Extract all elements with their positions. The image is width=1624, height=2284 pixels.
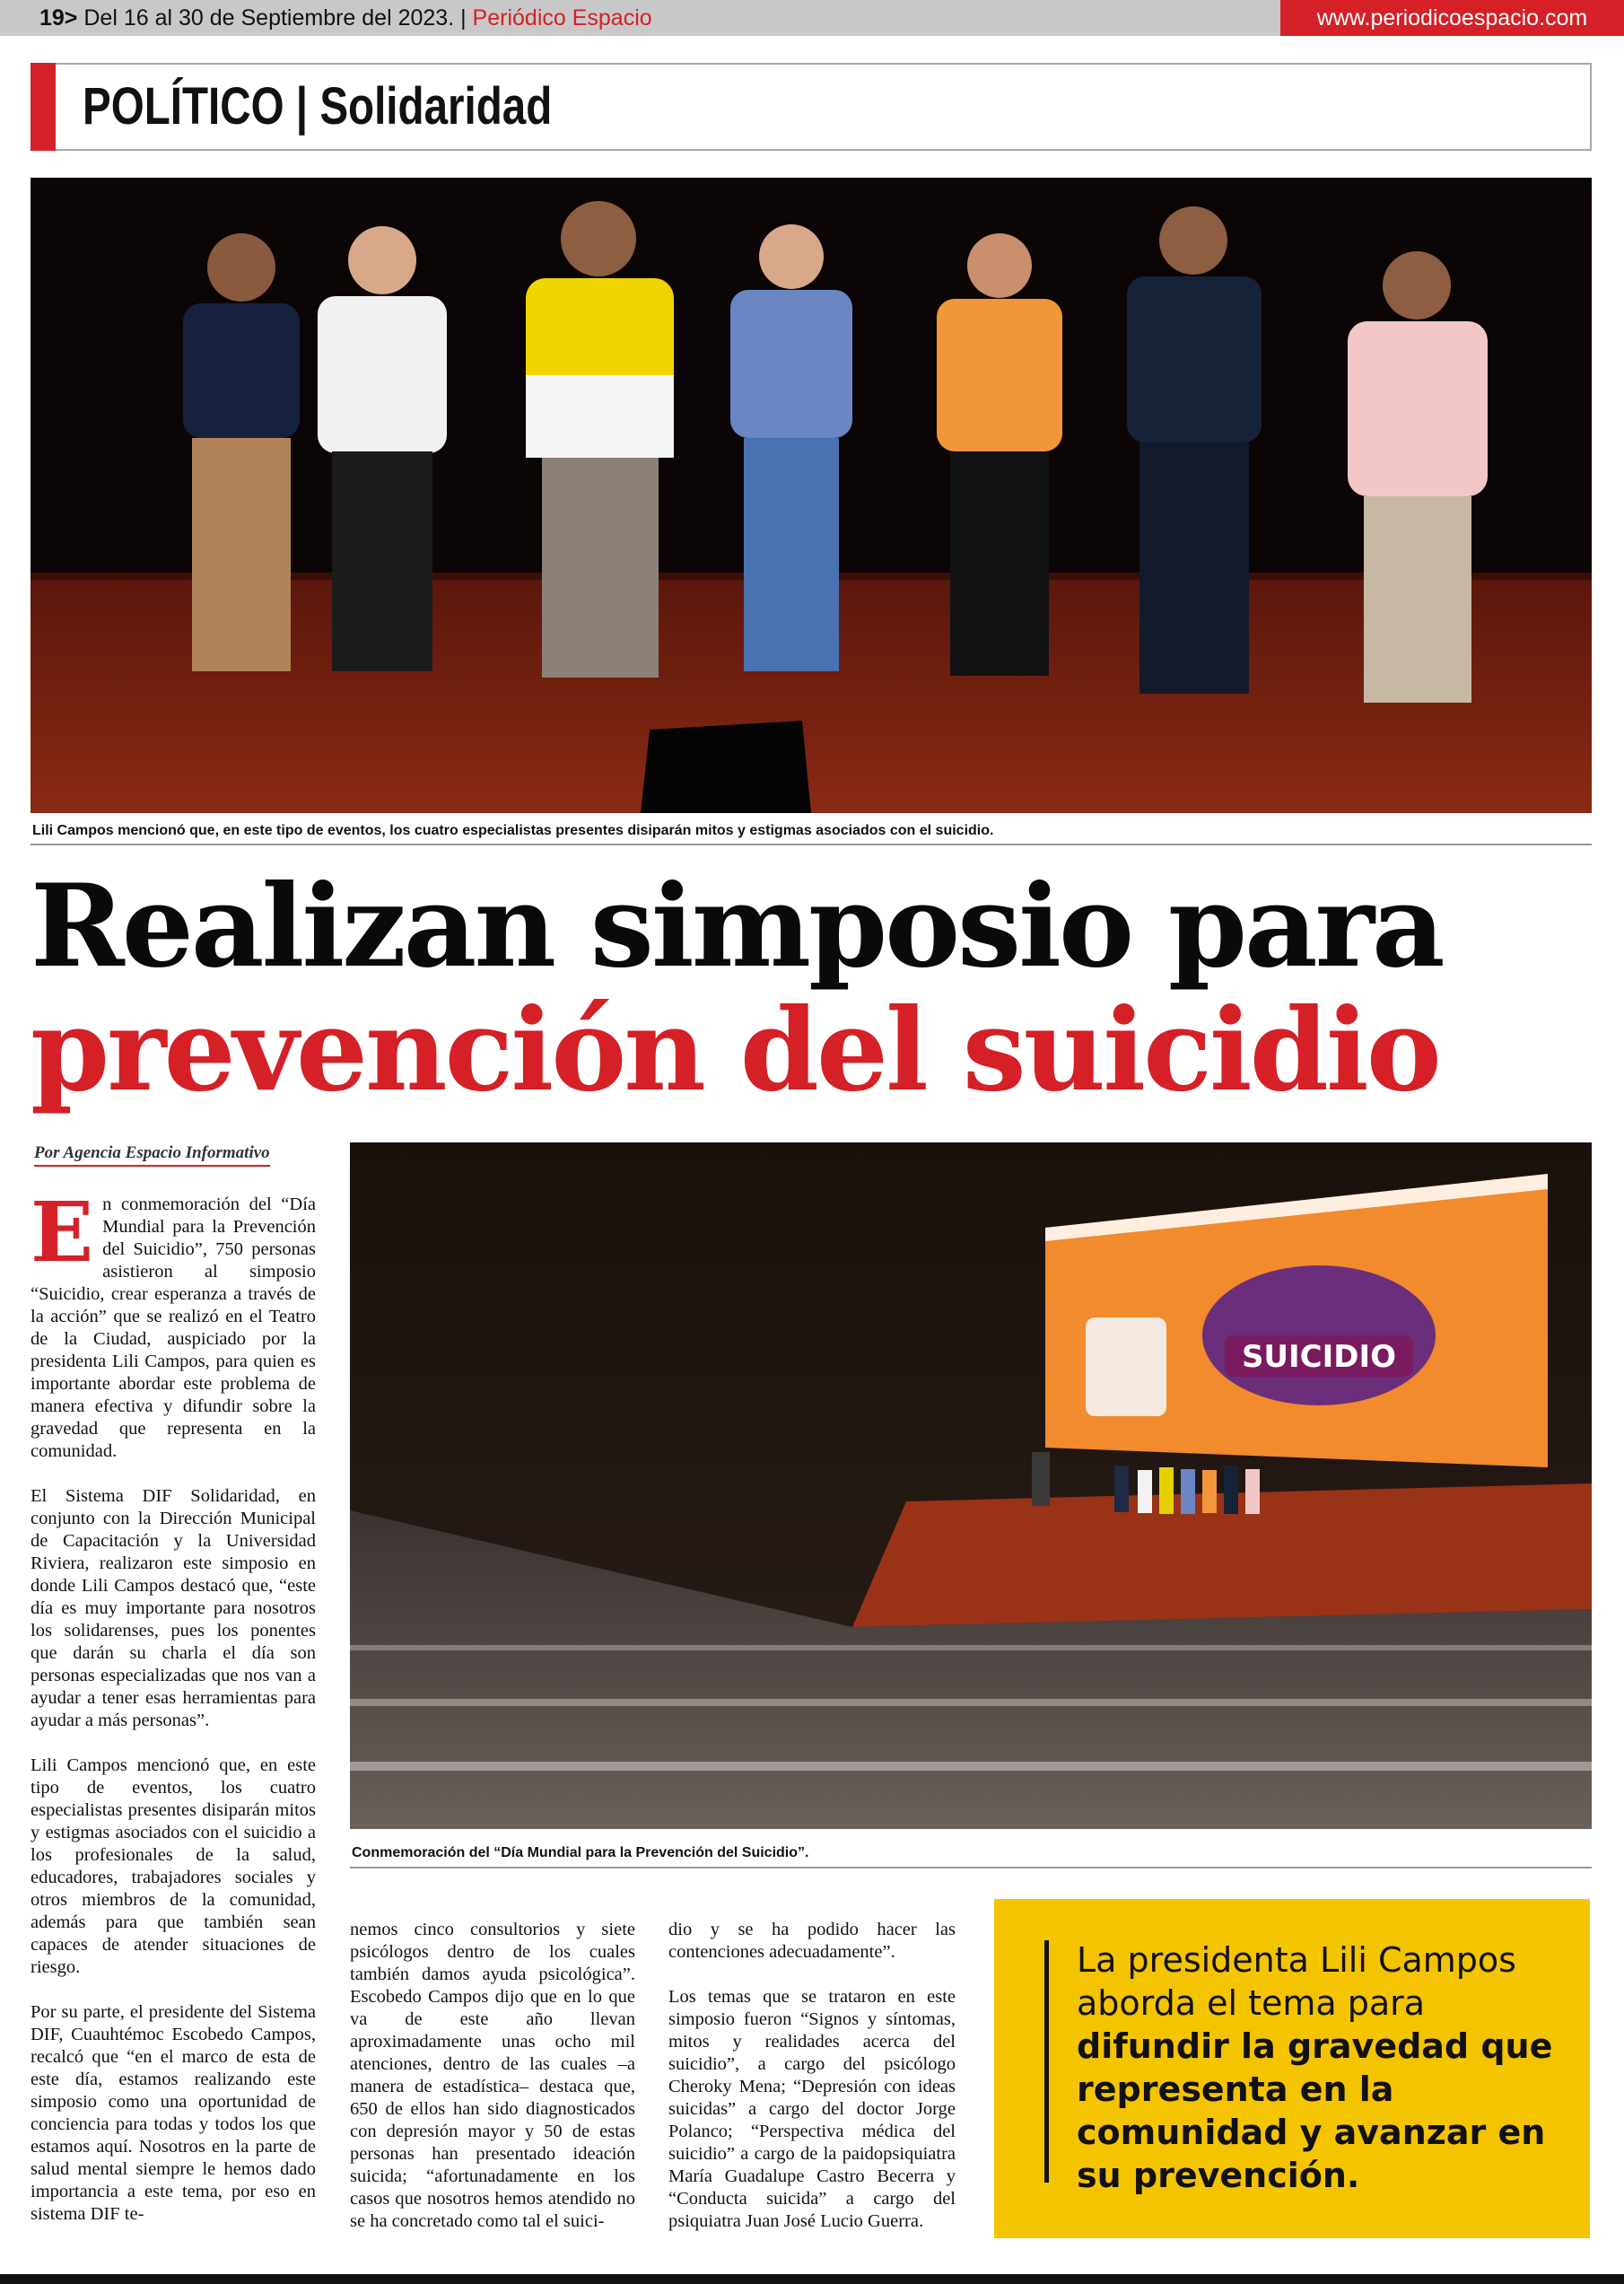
paragraph-3: Lili Campos mencionó que, en este tipo de eventos, los cuatro especialistas presentes disiparán mitos y estigmas asociados con el suicidio a los profesionales de la salud, educadores, trabajadores sociales y otros miembros de la comunidad, además para que también sean capaces de atender situaciones de riesgo. [31, 1755, 316, 1977]
headline-line-1: Realizan simposio para [31, 860, 1443, 993]
top-bar [0, 0, 1624, 36]
photo2-caption: Conmemoración del “Día Mundial para la Prevención del Suicidio”. [352, 1845, 809, 1860]
photo-officials-on-stage [31, 178, 1592, 813]
photo-auditorium [350, 1142, 1592, 1829]
issue-info [39, 4, 652, 32]
photo2-divider [350, 1867, 1592, 1868]
section-accent-bar [31, 63, 56, 151]
byline: Por Agencia Espacio Informativo [34, 1143, 270, 1167]
website-link[interactable]: www.periodicoespacio.com [1280, 0, 1624, 36]
pull-quote-bar [1044, 1940, 1049, 2183]
paragraph-4: Por su parte, el presidente del Sistema DIF, Cuauhtémoc Escobedo Campos, recalcó que “en el marco de esta de este día, estamos realizando este simposio como una oportunidad de conciencia para todas y todos los que estamos aquí. Nosotros en la parte de salud mental siempre le hemos dado importancia a este tema, por eso en sistema DIF te- [31, 2002, 316, 2224]
issue-date: Del 16 al 30 de Septiembre del 2023. | [77, 5, 473, 31]
paragraph-1: En conmemoración del “Día Mundial para la Prevención del Suicidio”, 750 personas asistieron al simposio “Suicidio, crear esperanza a través de la acción” que se realizó en el Teatro de la Ciudad, auspiciado por la presidenta Lili Campos, para quien es importante abordar este problema de manera efectiva y difundir sobre la gravedad que representa en la comunidad. [31, 1184, 316, 1461]
publication-name: Periódico Espacio [472, 5, 652, 31]
drop-cap: E [31, 1184, 94, 1281]
section-label: POLÍTICO | Solidaridad [83, 77, 553, 136]
caption-divider [31, 844, 1592, 845]
section-header [31, 63, 1592, 151]
page-number: 19> [39, 5, 78, 31]
headline-line-2: prevención del suicidio [31, 984, 1439, 1116]
article-column-1 [31, 1184, 316, 2226]
article-column-3 [668, 1919, 956, 2233]
bottom-bar [0, 2274, 1624, 2284]
article-column-2 [350, 1919, 635, 2233]
pull-quote-box [994, 1899, 1590, 2238]
paragraph-7: Los temas que se trataron en este simposio fueron “Signos y síntomas, mitos y realidades acerca del suicidio”, a cargo del psicólogo Cheroky Mena; “Depresión con ideas suicidas” a cargo del doctor Jorge Polanco; “Perspectiva médica del suicidio” a cargo de la paidopsiquiatra María Guadalupe Castro Becerra y “Conducta suicida” a cargo del psiquiatra Juan José Lucio Guerra. [668, 1987, 956, 2231]
paragraph-5: nemos cinco consultorios y siete psicólogos dentro de los cuales también damos ayuda psicológica”. Escobedo Campos dijo que en lo que va de este año llevan aproximadamente unas ocho mil atenciones, dentro de las cuales –a manera de estadística– destaca que, 650 de ellos han sido diagnosticados con depresión mayor y 50 de estas personas han presentado ideación suicida; “afortunadamente en los casos que nosotros hemos atendido no se ha concretado como tal el suici- [350, 1920, 635, 2231]
paragraph-2: El Sistema DIF Solidaridad, en conjunto con la Dirección Municipal de Capacitación y la Universidad Riviera, realizaron este simposio en donde Lili Campos destacó que, “este día es muy importante para nosotros los solidarenses, pues los ponentes que darán su charla el día son personas especializadas que nos van a ayudar a tener esas herramientas para ayudar a más personas”. [31, 1486, 316, 1730]
paragraph-6: dio y se ha podido hacer las contenciones adecuadamente”. [668, 1920, 956, 1962]
pull-quote-text: La presidenta Lili Campos aborda el tema para difundir la gravedad que representa en la comunidad y avanzar en su prevención. [1077, 1940, 1553, 2195]
screen-title: SUICIDIO [1241, 1339, 1397, 1375]
photo1-caption: Lili Campos mencionó que, en este tipo de eventos, los cuatro especialistas presentes disiparán mitos y estigmas asociados con el suicidio. [32, 823, 994, 838]
